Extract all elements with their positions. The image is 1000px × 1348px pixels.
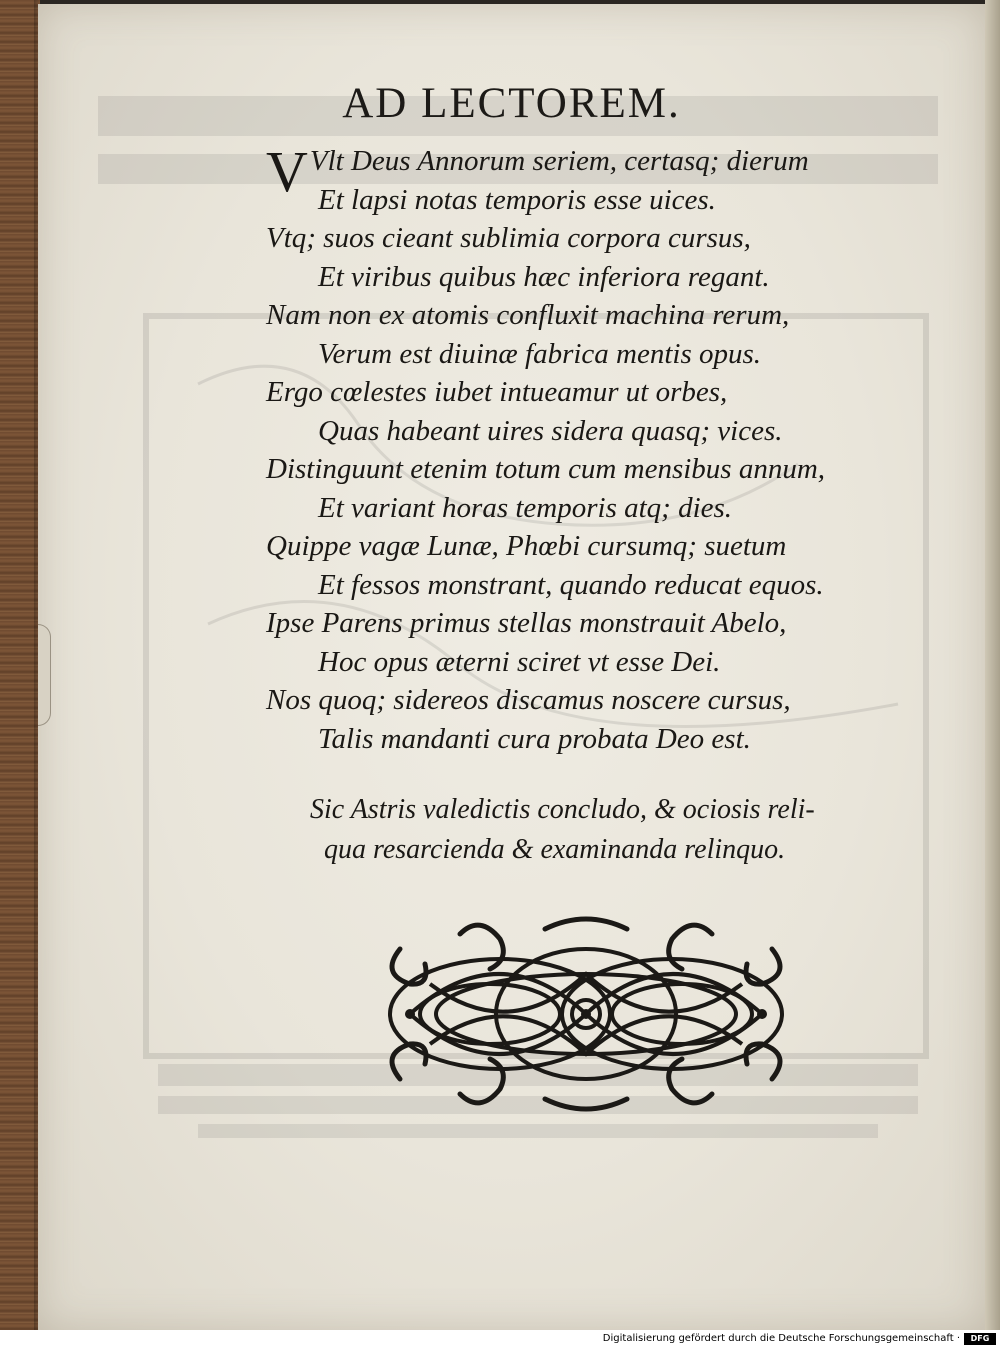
poem-line: Et fessos monstrant, quando reducat equos. — [318, 568, 824, 601]
closing-text — [310, 790, 930, 870]
poem-line: Vtq; suos cieant sublimia corpora cursus, — [266, 222, 751, 254]
closing-line: qua resarcienda & examinanda relinquo. — [324, 834, 786, 865]
page-edge — [985, 0, 1000, 1330]
drop-cap: V — [266, 139, 308, 204]
dfg-logo: DFG — [964, 1333, 996, 1345]
poem-line: Quippe vagæ Lunæ, Phœbi cursumq; suetum — [266, 530, 787, 562]
digitization-footer — [0, 1330, 1000, 1348]
poem-line: Distinguunt etenim totum cum mensibus annum, — [266, 453, 826, 485]
poem-line: Et viribus quibus hæc inferiora regant. — [318, 260, 770, 293]
poem-line: Nam non ex atomis confluxit machina rerum, — [266, 299, 790, 331]
closing-line: Sic Astris valedictis concludo, & ociosis reli- — [310, 794, 815, 825]
poem-line: Quas habeant uires sidera quasq; vices. — [318, 414, 783, 447]
footer-credit: Digitalisierung gefördert durch die Deutsche Forschungsgemeinschaft · — [602, 1333, 960, 1344]
poem-line: Ipse Parens primus stellas monstrauit Abelo, — [266, 607, 787, 639]
poem-line: Et variant horas temporis atq; dies. — [318, 491, 733, 524]
poem-line: Et lapsi notas temporis esse uices. — [318, 183, 716, 216]
poem-line-text: Vlt Deus Annorum seriem, certasq; dierum — [309, 145, 809, 177]
poem-line: Talis mandanti cura probata Deo est. — [318, 722, 751, 755]
poem-line: Hoc opus æterni sciret vt esse Dei. — [318, 645, 721, 678]
clasp-shadow — [38, 624, 51, 726]
page-heading: AD LECTOREM. — [342, 80, 681, 127]
poem — [266, 139, 916, 758]
book-binding — [0, 0, 40, 1330]
poem-line: Ergo cœlestes iubet intueamur ut orbes, — [266, 376, 728, 408]
poem-line: Nos quoq; sidereos discamus noscere cursus, — [266, 684, 791, 716]
book-page — [38, 4, 985, 1330]
poem-line: Verum est diuinæ fabrica mentis opus. — [318, 337, 762, 370]
knotwork-ornament — [370, 914, 802, 1114]
